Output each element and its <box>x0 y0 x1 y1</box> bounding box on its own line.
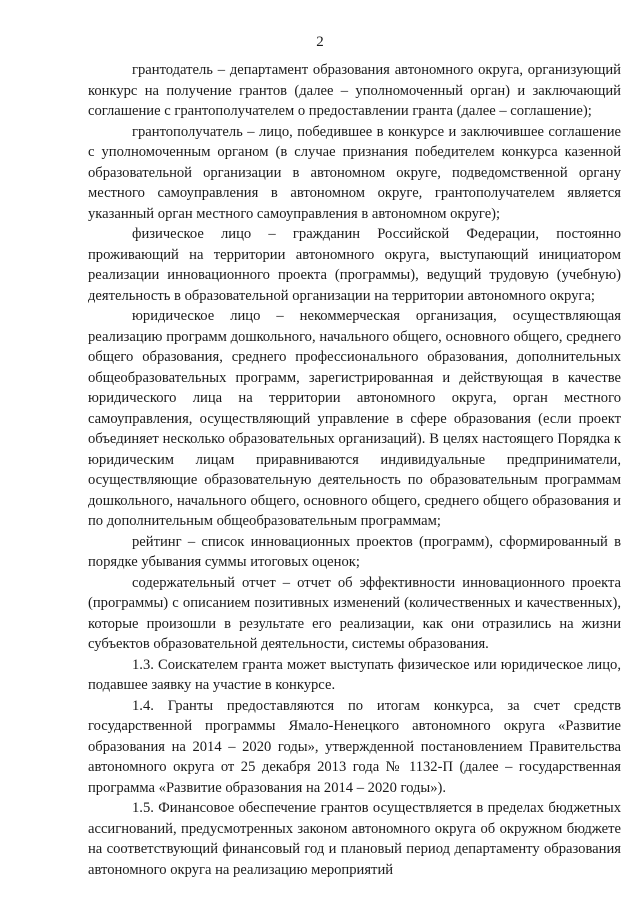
paragraph-clause-1-5: 1.5. Финансовое обеспечение грантов осуществляется в пределах бюджетных ассигнований, предусмотренных законом автономного округа об окружном бюджете на соответствующий финансовый год и плановый период департаменту образования автономного округа на реализацию мероприятий <box>88 800 621 878</box>
paragraph-clause-1-4: 1.4. Гранты предоставляются по итогам конкурса, за счет средств государственной программы Ямало-Ненецкого автономного округа «Развитие образования на 2014 – 2020 годы», утвержденной постановлением Правительства автономного округа от 25 декабря 2013 года № 1132-П (далее – государственная программа «Развитие образования на 2014 – 2020 годы»). <box>88 697 621 796</box>
paragraph-legal-entity-definition: юридическое лицо – некоммерческая организация, осуществляющая реализацию программ дошкольного, начального общего, основного общего, среднего общего образования, среднего профессионального образования, дополнительных общеобразовательных программ, зарегистрированная и действующая в качестве юридического лица на территории автономного округа, орган местного самоуправления, осуществляющий управление в сфере образования (если проект объединяет несколько образовательных организаций). В целях настоящего Порядка к юридическим лицам приравниваются индивидуальные предприниматели, осуществляющие образовательную деятельность по образовательным программам дошкольного, начального общего, основного общего, среднего общего образования и по дополнительным общеобразовательным программам; <box>88 308 621 529</box>
paragraph-grantor-definition: грантодатель – департамент образования автономного округа, организующий конкурс на получение грантов (далее – уполномоченный орган) и заключающий соглашение с грантополучателем о предоставлении гранта (далее – соглашение); <box>88 62 621 119</box>
page-number: 2 <box>316 34 324 50</box>
document-body <box>88 60 621 880</box>
paragraph-grantee-definition: грантополучатель – лицо, победившее в конкурсе и заключившее соглашение с уполномоченным органом (в случае признания победителем конкурса казенной образовательной организации в автономном округе, подведомственной органу местного самоуправления в автономном округе, грантополучателем является указанный орган местного самоуправления в автономном округе); <box>88 123 621 222</box>
paragraph-individual-definition: физическое лицо – гражданин Российской Федерации, постоянно проживающий на территории автономного округа, выступающий инициатором реализации инновационного проекта (программы), ведущий трудовую (учебную) деятельность в образовательной организации на территории автономного округа; <box>88 226 621 304</box>
paragraph-rating-definition: рейтинг – список инновационных проектов (программ), сформированный в порядке убывания суммы итоговых оценок; <box>88 533 621 570</box>
paragraph-clause-1-3: 1.3. Соискателем гранта может выступать физическое или юридическое лицо, подавшее заявку на участие в конкурсе. <box>88 656 621 693</box>
paragraph-report-definition: содержательный отчет – отчет об эффективности инновационного проекта (программы) с описанием позитивных изменений (количественных и качественных), которые произошли в результате его реализации, как они отразились на жизни субъектов образовательной деятельности, системы образования. <box>88 574 621 652</box>
